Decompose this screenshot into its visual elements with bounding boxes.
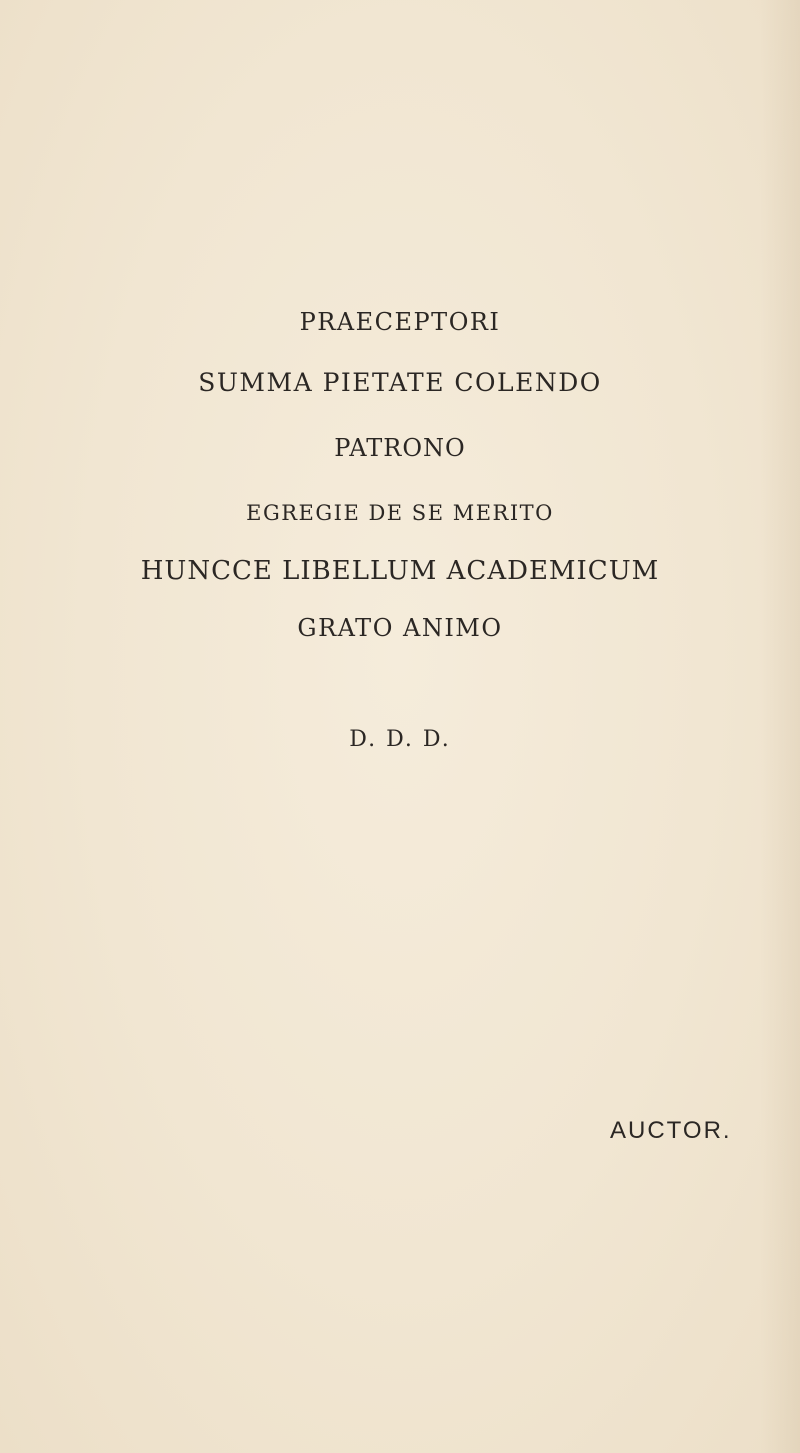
dedication-line-ddd: D. D. D.: [349, 727, 451, 752]
author-signature: AUCTOR.: [610, 1117, 732, 1144]
dedication-line-libellum: HUNCCE LIBELLUM ACADEMICUM: [140, 556, 660, 586]
dedication-line-summa-pietate: SUMMA PIETATE COLENDO: [198, 368, 602, 397]
dedication-line-grato-animo: GRATO ANIMO: [297, 614, 503, 642]
dedication-line-praeceptori: PRAECEPTORI: [299, 308, 501, 336]
dedication-line-patrono: PATRONO: [334, 434, 466, 462]
dedication-line-egregie: EGREGIE DE SE MERITO: [246, 501, 554, 525]
